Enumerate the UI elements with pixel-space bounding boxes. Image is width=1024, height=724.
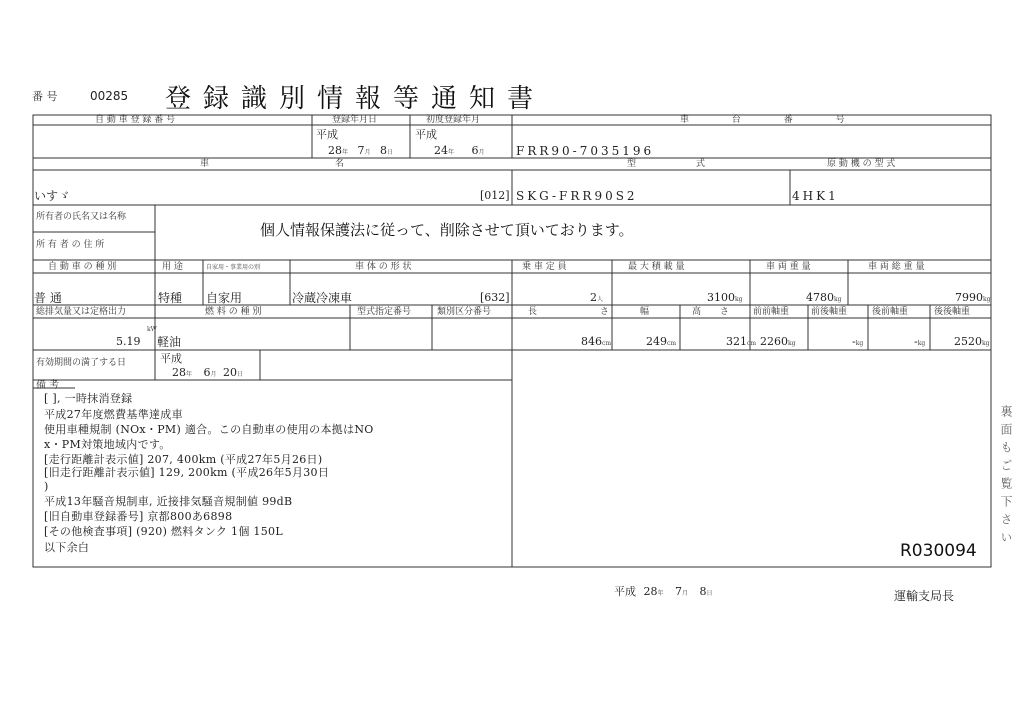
capacity-label: 乗 車 定 員 (522, 262, 567, 272)
expiry-era: 平成 (160, 352, 182, 365)
side-note: 裏面もご覧下さい (999, 405, 1013, 549)
expiry-date: 28年 6月 20日 (172, 366, 244, 379)
privacy-notice: 個人情報保護法に従って、削除させて頂いております。 (260, 221, 634, 239)
model-code: [012] (480, 189, 510, 202)
chassis-label: 車 台 番 号 (680, 115, 865, 125)
engine-label: 原 動 機 の 型 式 (827, 159, 896, 169)
remarks-line-8: 平成13年騒音規制車, 近接排気騒音規制値 99dB (44, 495, 293, 508)
displacement-label: 総排気量又は定格出力 (36, 307, 127, 317)
vehicle-body-shape: 冷蔵冷凍車 (292, 291, 353, 305)
reg-date-era: 平成 (316, 128, 338, 141)
length: 846cm (581, 335, 612, 348)
style-label: 式 (696, 159, 706, 169)
issuer: 運輸支局長 (894, 589, 955, 603)
height: 321cm (726, 335, 757, 348)
vehicle-max-load: 3100kg (707, 291, 743, 304)
vehicle-capacity: 2人 (590, 291, 604, 304)
remarks-line-7: ) (44, 480, 49, 493)
document-number: 00285 (90, 89, 129, 103)
use-label: 用 途 (162, 262, 183, 272)
vehicle-body-code: [632] (480, 291, 510, 304)
ff-axle-label: 前前軸重 (753, 307, 790, 317)
vehicle-weight: 4780kg (806, 291, 842, 304)
reg-date-value: 28年 7月 8日 (328, 144, 394, 157)
fuel: 軽油 (157, 335, 182, 349)
reference-code: R030094 (900, 541, 977, 561)
reg-no-label: 自 動 車 登 録 番 号 (95, 115, 176, 125)
remarks-label: 備 考 (36, 380, 60, 391)
weight-label: 車 両 重 量 (766, 262, 811, 272)
category-label: 類別区分番号 (437, 307, 492, 317)
fuel-label: 燃 料 の 種 別 (205, 307, 262, 317)
owner-address-label: 所 有 者 の 住 所 (36, 240, 105, 250)
width-label: 幅 (640, 307, 650, 317)
first-reg-value: 24年 6月 (434, 144, 485, 157)
rf-axle-label: 後前軸重 (872, 307, 909, 317)
remarks-line-3: 使用車種規制 (NOx・PM) 適合。この自動車の使用の本拠はNO (44, 423, 374, 436)
remarks-line-4: x・PM対策地域内です。 (44, 438, 171, 451)
type-label: 型 (627, 159, 637, 169)
reg-date-label: 登録年月日 (332, 115, 378, 125)
first-reg-label: 初度登録年月 (426, 115, 481, 125)
kind-label: 自 動 車 の 種 別 (48, 262, 117, 272)
model: SKG-FRR90S2 (516, 189, 638, 203)
car-label: 車 (200, 159, 210, 169)
displacement: 5.19 (116, 335, 141, 348)
displacement-unit: kW (147, 326, 157, 333)
chassis-number: FRR90-7035196 (516, 144, 655, 158)
vehicle-self-business: 自家用 (206, 291, 243, 305)
owner-name-label: 所有者の氏名又は名称 (36, 212, 127, 222)
gross-label: 車 両 総 重 量 (868, 262, 925, 272)
rf-axle: -kg (914, 335, 926, 348)
length-label: 長 さ (528, 307, 639, 317)
max-load-label: 最 大 積 載 量 (628, 262, 685, 272)
vehicle-use: 特種 (158, 291, 183, 305)
maker: いすゞ (34, 189, 71, 203)
first-reg-era: 平成 (415, 128, 437, 141)
remarks-line-2: 平成27年度燃費基準達成車 (44, 408, 183, 421)
number-label: 番 号 (32, 90, 58, 103)
remarks-line-9: [旧自動車登録番号] 京都800あ6898 (44, 510, 233, 523)
engine-model: 4HK1 (792, 189, 839, 203)
vehicle-kind: 普 通 (34, 291, 62, 305)
height-label: 高 さ (692, 307, 737, 317)
self-business-label: 自家用・事業用の別 (206, 264, 261, 271)
remarks-line-10: [その他検査事項] (920) 燃料タンク 1個 150L (44, 525, 283, 538)
issue-date: 平成 28年 7月 8日 (614, 585, 713, 598)
body-label: 車 体 の 形 状 (355, 262, 412, 272)
vehicle-gross: 7990kg (955, 291, 991, 304)
remarks-line-5: [走行距離計表示値] 207, 400km (平成27年5月26日) (44, 453, 323, 466)
document-title: 登録識別情報等通知書 (165, 84, 546, 114)
type-designation-label: 型式指定番号 (357, 307, 412, 317)
ff-axle: 2260kg (760, 335, 796, 348)
rr-axle-label: 後後軸重 (934, 307, 971, 317)
rr-axle: 2520kg (954, 335, 990, 348)
expiry-label: 有効期間の満了する日 (36, 358, 127, 368)
remarks-line-11: 以下余白 (44, 541, 90, 554)
fr-axle: -kg (852, 335, 864, 348)
name-label: 名 (335, 159, 345, 169)
fr-axle-label: 前後軸重 (811, 307, 848, 317)
width: 249cm (646, 335, 677, 348)
remarks-line-6: [旧走行距離計表示値] 129, 200km (平成26年5月30日 (44, 466, 330, 479)
remarks-line-1: [ ], 一時抹消登録 (44, 392, 133, 405)
